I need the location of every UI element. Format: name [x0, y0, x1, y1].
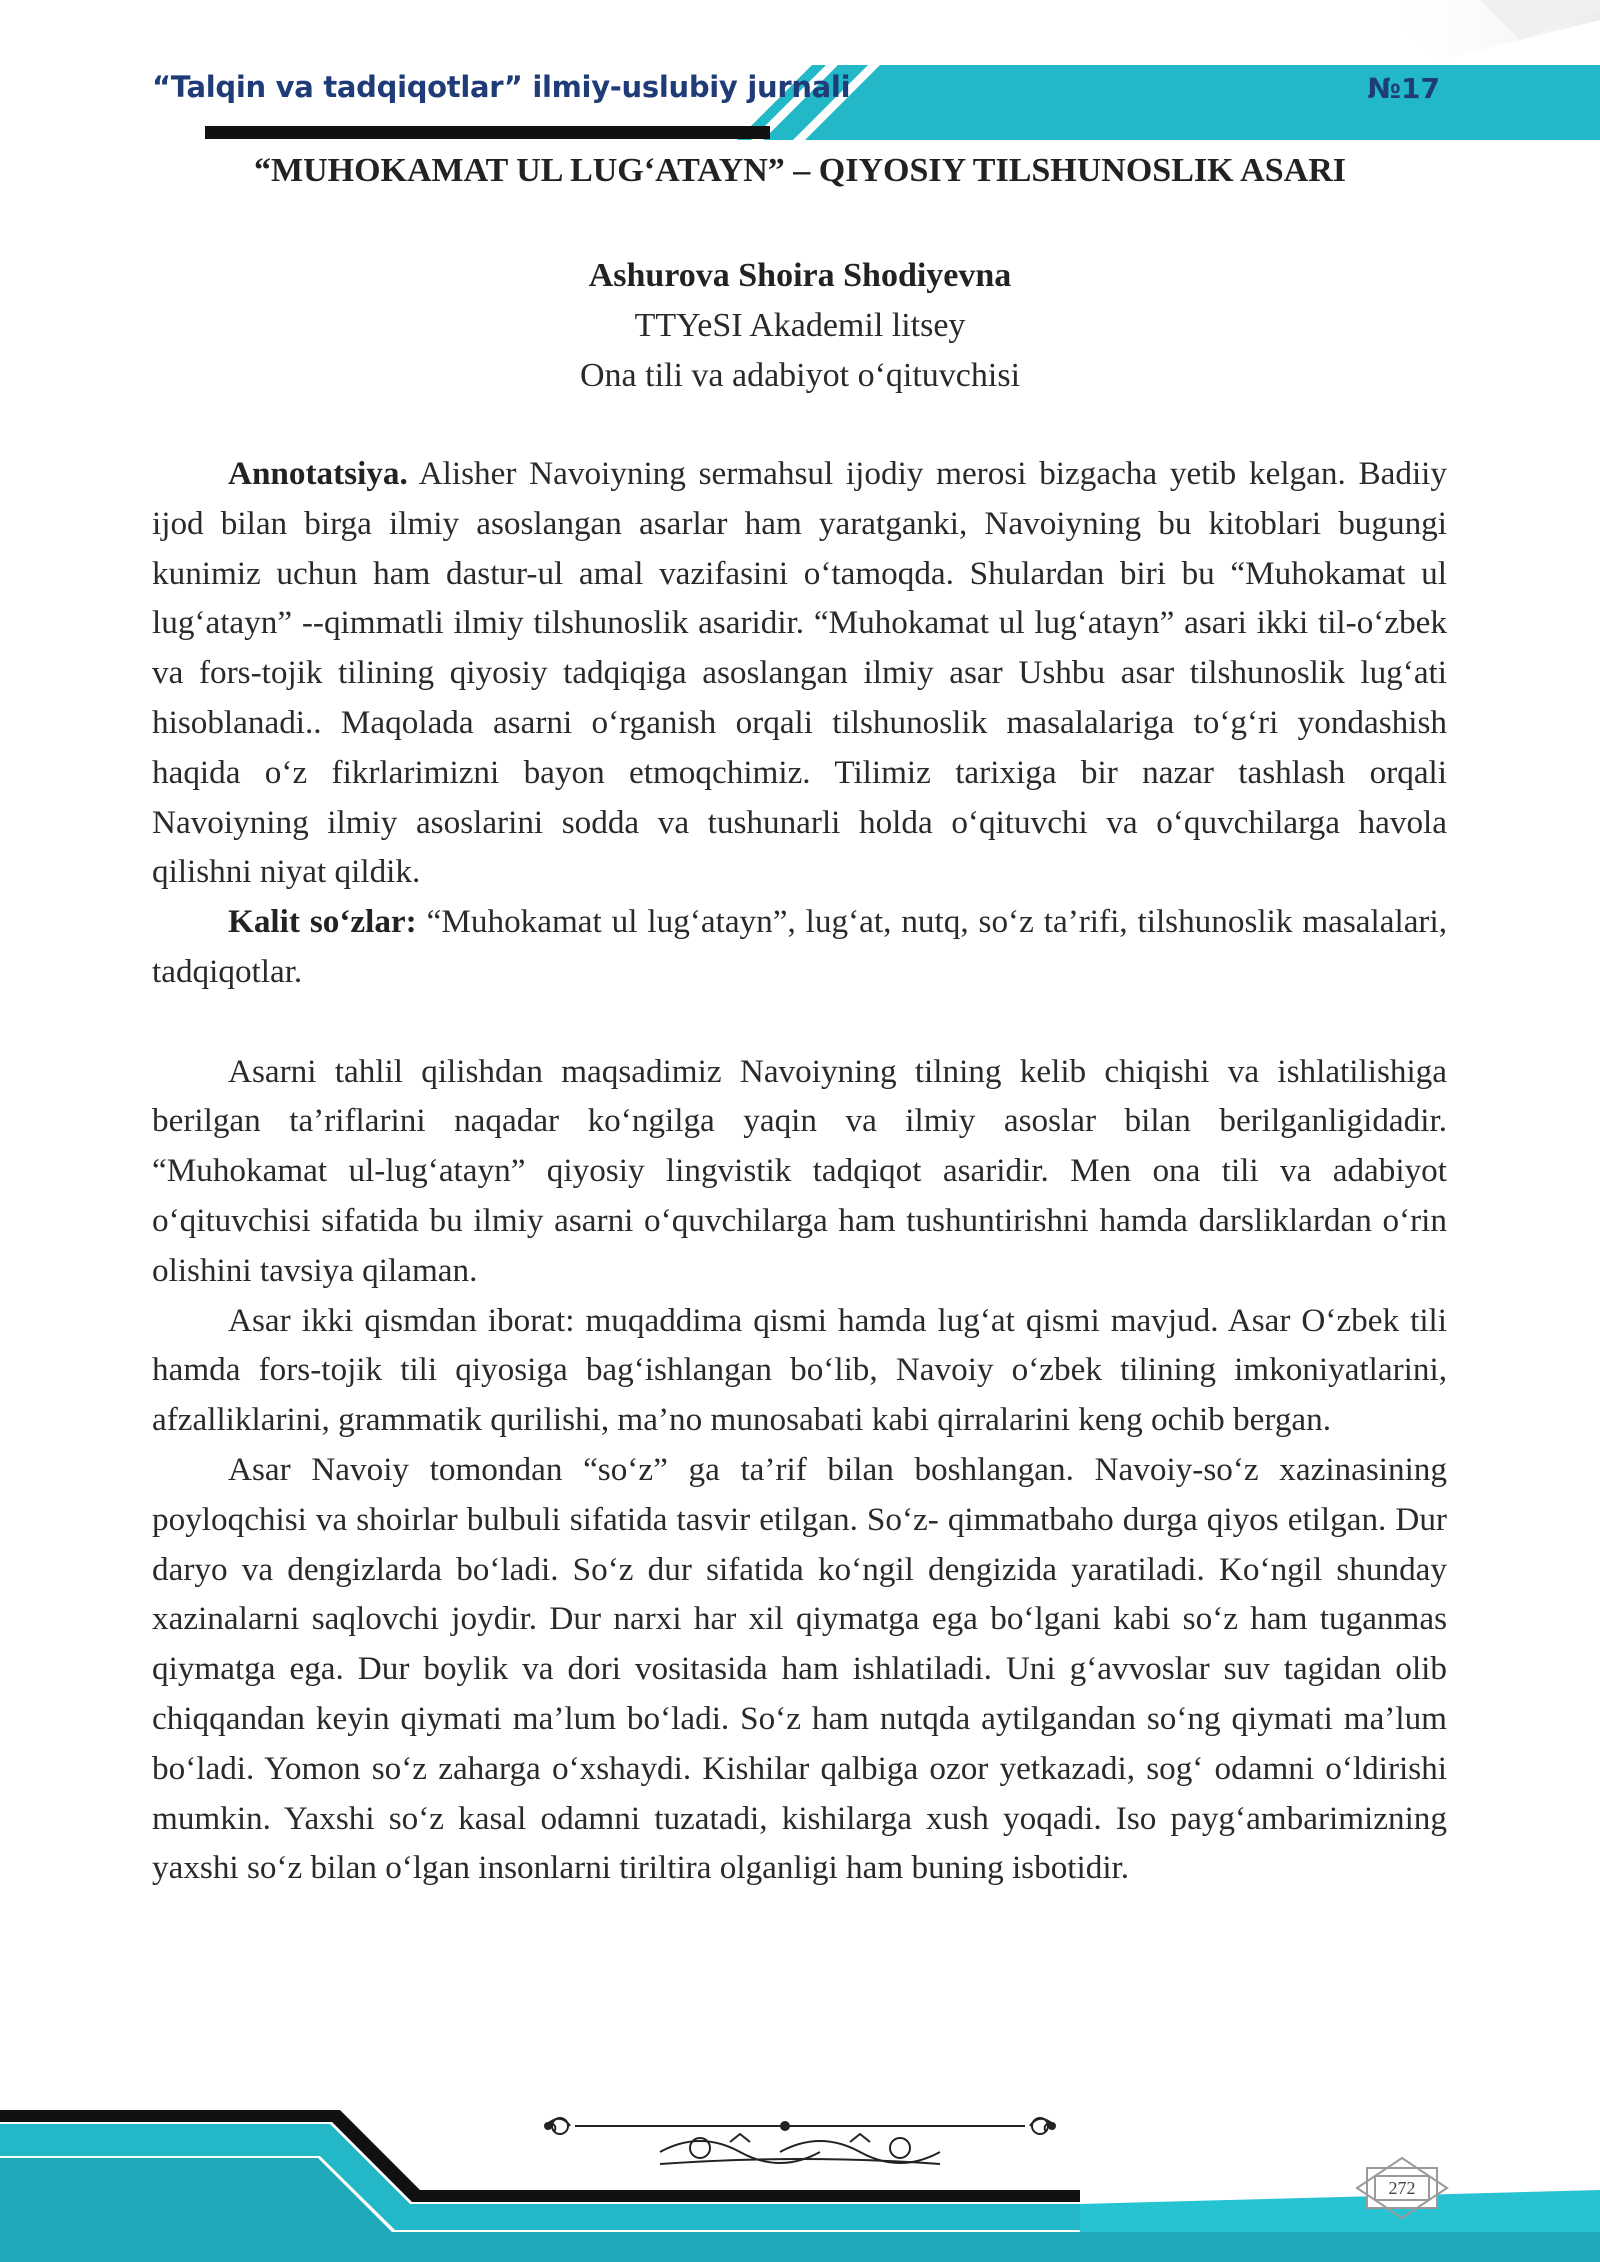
abstract-paragraph	[152, 449, 1447, 897]
keywords-paragraph	[152, 897, 1447, 997]
scroll-ornament-icon	[545, 2118, 1055, 2164]
body-paragraph: Asarni tahlil qilishdan maqsadimiz Navoiyning tilning kelib chiqishi va ishlatilishiga berilgan ta’riflarini naqadar ko‘ngilga yaqin va ilmiy asoslar bilan berilganligidadir. “Muhokamat ul-lug‘atayn” qiyosiy lingvistik tadqiqot asaridir. Men ona tili va adabiyot o‘qituvchisi sifatida bu ilmiy asarni o‘quvchilarga ham tushuntirishni hamda darsliklardan o‘rin olishini tavsiya qilaman.	[152, 1052, 1447, 1289]
author-affiliation: TTYeSI Akademil litsey	[634, 307, 966, 344]
footer-decoration	[0, 2080, 1600, 2262]
article-body	[152, 449, 1447, 1893]
keywords-text: “Muhokamat ul lug‘atayn”, lug‘at, nutq, so‘z ta’rifi, tilshunoslik masalalari, tadqiqotlar.	[152, 903, 1447, 990]
author-position: Ona tili va adabiyot o‘qituvchisi	[579, 357, 1021, 394]
header-teal-band	[805, 65, 1600, 140]
issue-number: №17	[1367, 72, 1440, 105]
abstract-text: Alisher Navoiyning sermahsul ijodiy merosi bizgacha yetib kelgan. Badiiy ijod bilan birga ilmiy asoslangan asarlar ham yaratganki, Navoiyning bu kitoblari bugungi kunimiz uchun ham dastur-ul amal vazifasini o‘tamoqda. Shulardan biri bu “Muhokamat ul lug‘atayn” --qimmatli ilmiy tilshunoslik asaridir. “Muhokamat ul lug‘atayn” asari ikki til-o‘zbek va fors-tojik tilining qiyosiy tadqiqiga asoslangan ilmiy asar Ushbu asar tilshunoslik lug‘ati hisoblanadi.. Maqolada asarni o‘rganish orqali tilshunoslik masalalariga to‘g‘ri yondashish haqida o‘z fikrlarimizni bayon etmoqchimiz. Tilimiz tarixiga bir nazar tashlash orqali Navoiyning ilmiy asoslarini sodda va tushunarli holda o‘qituvchi va o‘quvchilarga havola qilishni niyat qildik.	[152, 455, 1447, 891]
keywords-label: Kalit so‘zlar:	[228, 903, 417, 941]
body-paragraph: Asar Navoiy tomondan “so‘z” ga ta’rif bilan boshlangan. Navoiy-so‘z xazinasining poyloqchisi va shoirlar bulbuli sifatida tasvir etilgan. So‘z- qimmatbaho durga qiyos etilgan. Dur daryo va dengizlarda bo‘ladi. So‘z dur sifatida ko‘ngil dengizida yaratiladi. Ko‘ngil shunday xazinalarni saqlovchi joydir. Dur narxi har xil qiymatga ega bo‘lgani kabi so‘z ham tuganmas qiymatga ega. Dur boylik va dori vositasida ham ishlatiladi. Uni g‘avvoslar suv tagidan olib chiqqandan keyin qiymati ma’lum bo‘ladi. So‘z ham nutqda aytilgandan so‘ng qiymati ma’lum bo‘ladi. Yomon so‘z zaharga o‘xshaydi. Kishilar qalbiga ozor yetkazadi, sog‘ odamni o‘ldirishi mumkin. Yaxshi so‘z kasal odamni tuzatadi, kishilarga xush yoqadi. Iso payg‘ambarimizning yaxshi so‘z bilan o‘lgan insonlarni tiriltira olganligi ham buning isbotidir.	[152, 1450, 1447, 1887]
journal-title: “Talqin va tadqiqotlar” ilmiy-uslubiy jurnali	[152, 70, 851, 104]
header-black-bar	[205, 126, 770, 139]
author-block	[0, 251, 1600, 401]
body-paragraph: Asar ikki qismdan iborat: muqaddima qismi hamda lug‘at qismi mavjud. Asar O‘zbek tili hamda fors-tojik tili qiyosiga bag‘ishlangan bo‘lib, Navoiy o‘zbek tilining imkoniyatlarini, afzalliklarini, grammatik qurilishi, ma’no munosabati kabi qirralarini keng ochib bergan.	[152, 1301, 1447, 1439]
article-title: “MUHOKAMAT UL LUG‘ATAYN” – QIYOSIY TILSHUNOSLIK ASARI	[254, 152, 1346, 189]
abstract-label: Annotatsiya.	[228, 455, 408, 492]
section-spacer	[152, 997, 1447, 1047]
author-name: Ashurova Shoira Shodiyevna	[588, 257, 1012, 294]
page-number: 272	[1388, 2178, 1416, 2198]
